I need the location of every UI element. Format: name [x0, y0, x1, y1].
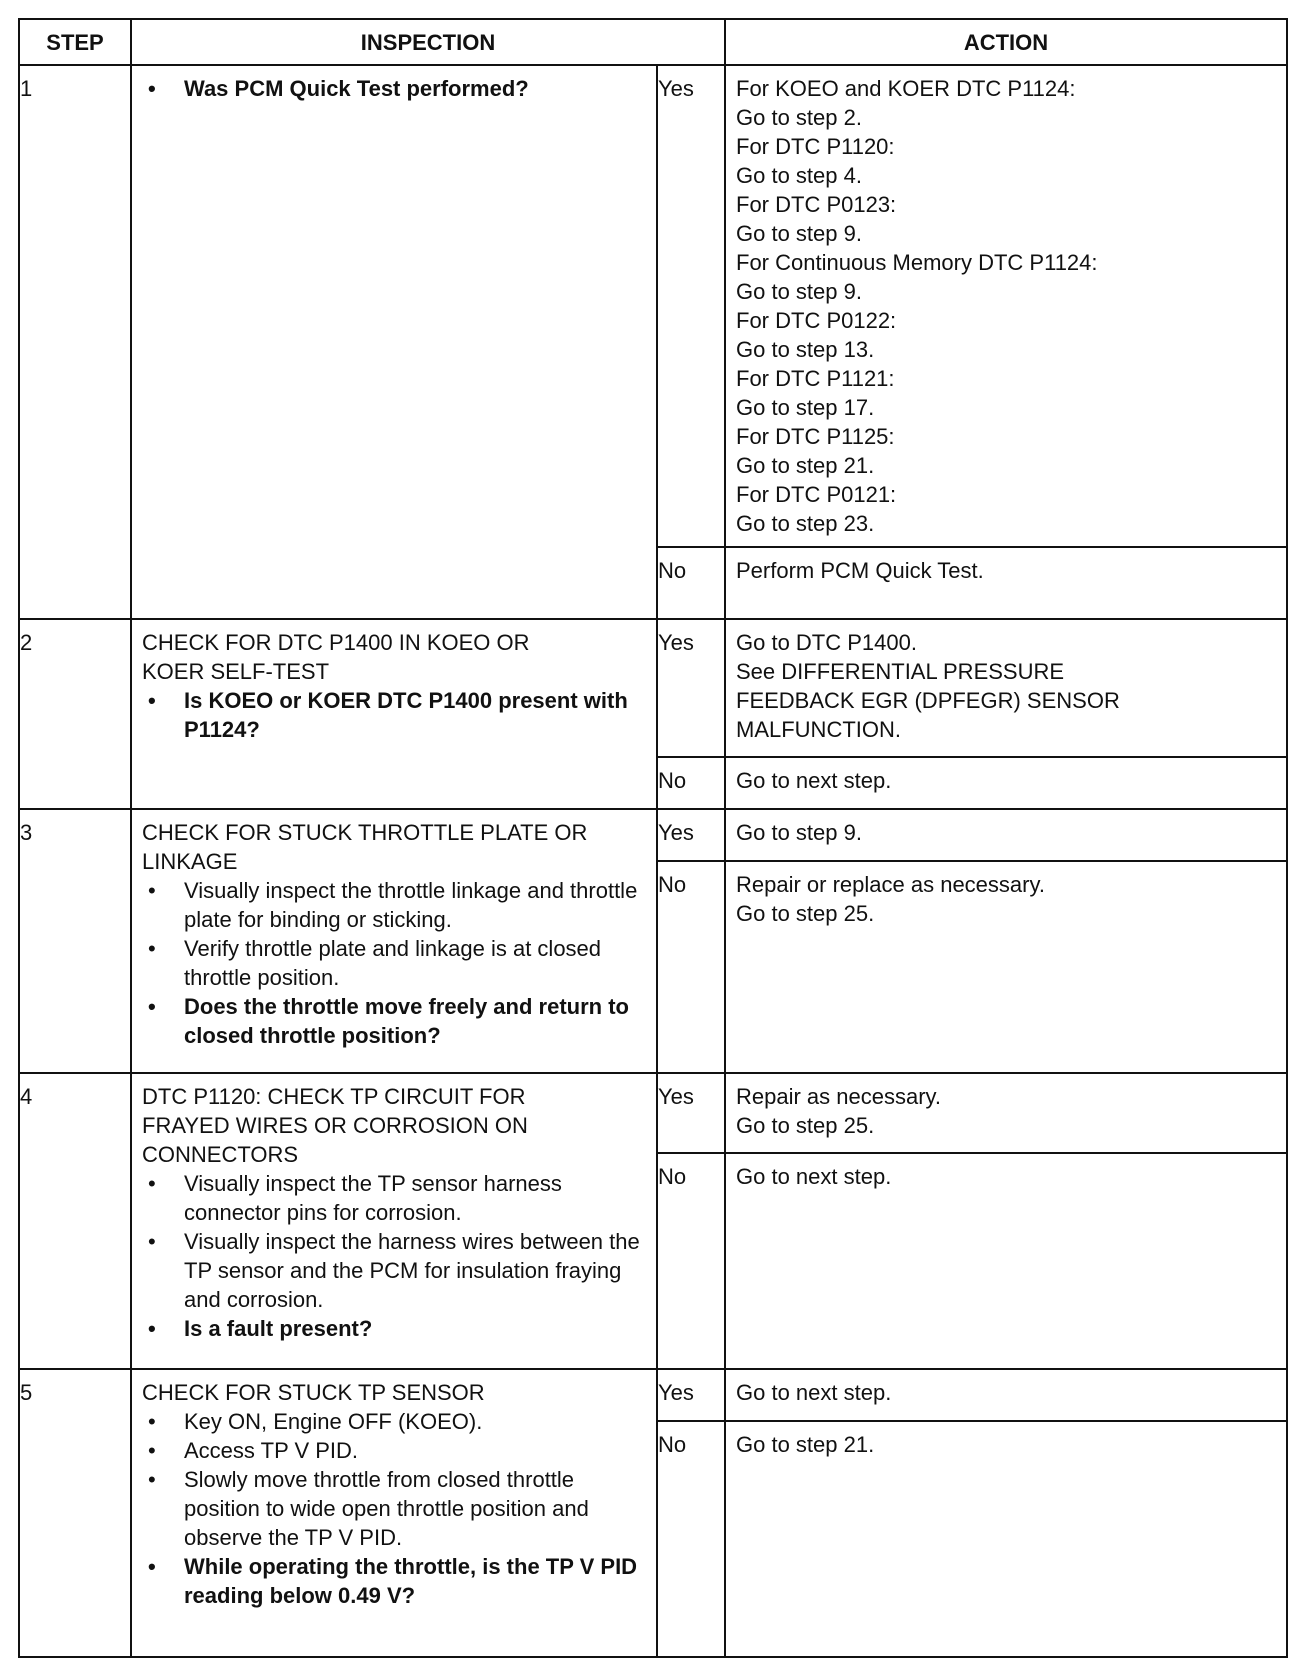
action-cell: [725, 757, 1287, 809]
inspection-heading-line: LINKAGE: [142, 849, 238, 874]
answer-label: No: [657, 757, 725, 809]
inspection-bullet-list: [142, 686, 646, 744]
action-line: Go to step 23.: [736, 511, 875, 536]
inspection-cell: [131, 1073, 657, 1369]
table-row: [19, 619, 1287, 757]
step-number: 3: [19, 809, 131, 1073]
action-line: For KOEO and KOER DTC P1124:: [736, 76, 1076, 101]
action-line: For DTC P0123:: [736, 192, 897, 217]
action-line: Go to step 9.: [736, 221, 862, 246]
action-line: Perform PCM Quick Test.: [736, 558, 984, 583]
action-line: Go to next step.: [736, 1164, 892, 1189]
table-row: [19, 809, 1287, 861]
answer-label: Yes: [657, 65, 725, 547]
inspection-cell: [131, 1369, 657, 1657]
inspection-cell: [131, 619, 657, 809]
action-cell: [725, 65, 1287, 547]
step-number: 5: [19, 1369, 131, 1657]
inspection-instruction: • Slowly move throttle from closed throttle position to wide open throttle position and observe the TP V PID.: [142, 1465, 646, 1552]
inspection-question: • Is a fault present?: [142, 1314, 646, 1343]
inspection-column-header: INSPECTION: [131, 19, 725, 65]
action-line: Go to step 21.: [736, 1432, 875, 1457]
action-line: Go to step 13.: [736, 337, 875, 362]
inspection-heading-line: CONNECTORS: [142, 1142, 299, 1167]
action-cell: [725, 809, 1287, 861]
answer-label: Yes: [657, 619, 725, 757]
step-column-header: STEP: [19, 19, 131, 65]
action-line: Go to step 25.: [736, 901, 875, 926]
action-line: For DTC P1121:: [736, 366, 895, 391]
action-line: Go to step 2.: [736, 105, 862, 130]
action-line: Repair as necessary.: [736, 1084, 942, 1109]
inspection-instruction: • Visually inspect the TP sensor harness connector pins for corrosion.: [142, 1169, 646, 1227]
action-line: Go to DTC P1400.: [736, 630, 917, 655]
answer-label: Yes: [657, 1369, 725, 1421]
inspection-instruction: • Verify throttle plate and linkage is at closed throttle position.: [142, 934, 646, 992]
action-line: Go to next step.: [736, 1380, 892, 1405]
inspection-instruction: • Visually inspect the harness wires between the TP sensor and the PCM for insulation fraying and corrosion.: [142, 1227, 646, 1314]
inspection-question: • Was PCM Quick Test performed?: [142, 74, 646, 103]
inspection-heading-line: DTC P1120: CHECK TP CIRCUIT FOR: [142, 1084, 526, 1109]
inspection-bullet-list: [142, 876, 646, 1050]
table-row: [19, 65, 1287, 547]
inspection-question: • Is KOEO or KOER DTC P1400 present with P1124?: [142, 686, 646, 744]
action-line: For DTC P0121:: [736, 482, 897, 507]
inspection-cell: [131, 809, 657, 1073]
action-cell: [725, 1153, 1287, 1369]
action-line: Repair or replace as necessary.: [736, 872, 1045, 897]
action-line: FEEDBACK EGR (DPFEGR) SENSOR: [736, 688, 1120, 713]
inspection-instruction: • Access TP V PID.: [142, 1436, 646, 1465]
action-line: For DTC P1120:: [736, 134, 895, 159]
action-line: Go to step 17.: [736, 395, 875, 420]
table-row: [19, 1073, 1287, 1153]
inspection-cell: [131, 65, 657, 619]
inspection-heading-line: CHECK FOR STUCK TP SENSOR: [142, 1380, 485, 1405]
inspection-bullet-list: [142, 1169, 646, 1343]
answer-label: No: [657, 861, 725, 1073]
action-line: Go to next step.: [736, 768, 892, 793]
answer-label: No: [657, 547, 725, 619]
inspection-bullet-list: [142, 74, 646, 103]
action-line: See DIFFERENTIAL PRESSURE: [736, 659, 1065, 684]
action-line: Go to step 25.: [736, 1113, 875, 1138]
inspection-question: • Does the throttle move freely and return to closed throttle position?: [142, 992, 646, 1050]
action-cell: [725, 1073, 1287, 1153]
diagnostic-procedure-table: [18, 18, 1288, 1658]
answer-label: Yes: [657, 1073, 725, 1153]
inspection-heading-line: KOER SELF-TEST: [142, 659, 330, 684]
action-line: Go to step 4.: [736, 163, 862, 188]
inspection-heading-line: CHECK FOR STUCK THROTTLE PLATE OR: [142, 820, 588, 845]
action-cell: [725, 619, 1287, 757]
inspection-heading-line: CHECK FOR DTC P1400 IN KOEO OR: [142, 630, 530, 655]
table-header-row: [19, 19, 1287, 65]
inspection-instruction: • Visually inspect the throttle linkage and throttle plate for binding or sticking.: [142, 876, 646, 934]
inspection-bullet-list: [142, 1407, 646, 1610]
inspection-heading-line: FRAYED WIRES OR CORROSION ON: [142, 1113, 528, 1138]
action-line: Go to step 21.: [736, 453, 875, 478]
answer-label: Yes: [657, 809, 725, 861]
answer-label: No: [657, 1421, 725, 1657]
answer-label: No: [657, 1153, 725, 1369]
action-line: For DTC P0122:: [736, 308, 897, 333]
action-cell: [725, 1369, 1287, 1421]
action-line: Go to step 9.: [736, 820, 862, 845]
table-row: [19, 1369, 1287, 1421]
step-number: 1: [19, 65, 131, 619]
action-cell: [725, 861, 1287, 1073]
action-cell: [725, 1421, 1287, 1657]
inspection-question: • While operating the throttle, is the TP V PID reading below 0.49 V?: [142, 1552, 646, 1610]
action-line: Go to step 9.: [736, 279, 862, 304]
step-number: 4: [19, 1073, 131, 1369]
action-column-header: ACTION: [725, 19, 1287, 65]
action-cell: [725, 547, 1287, 619]
action-line: For DTC P1125:: [736, 424, 895, 449]
table-body: [19, 65, 1287, 1657]
action-line: MALFUNCTION.: [736, 717, 901, 742]
action-line: For Continuous Memory DTC P1124:: [736, 250, 1098, 275]
step-number: 2: [19, 619, 131, 809]
inspection-instruction: • Key ON, Engine OFF (KOEO).: [142, 1407, 646, 1436]
